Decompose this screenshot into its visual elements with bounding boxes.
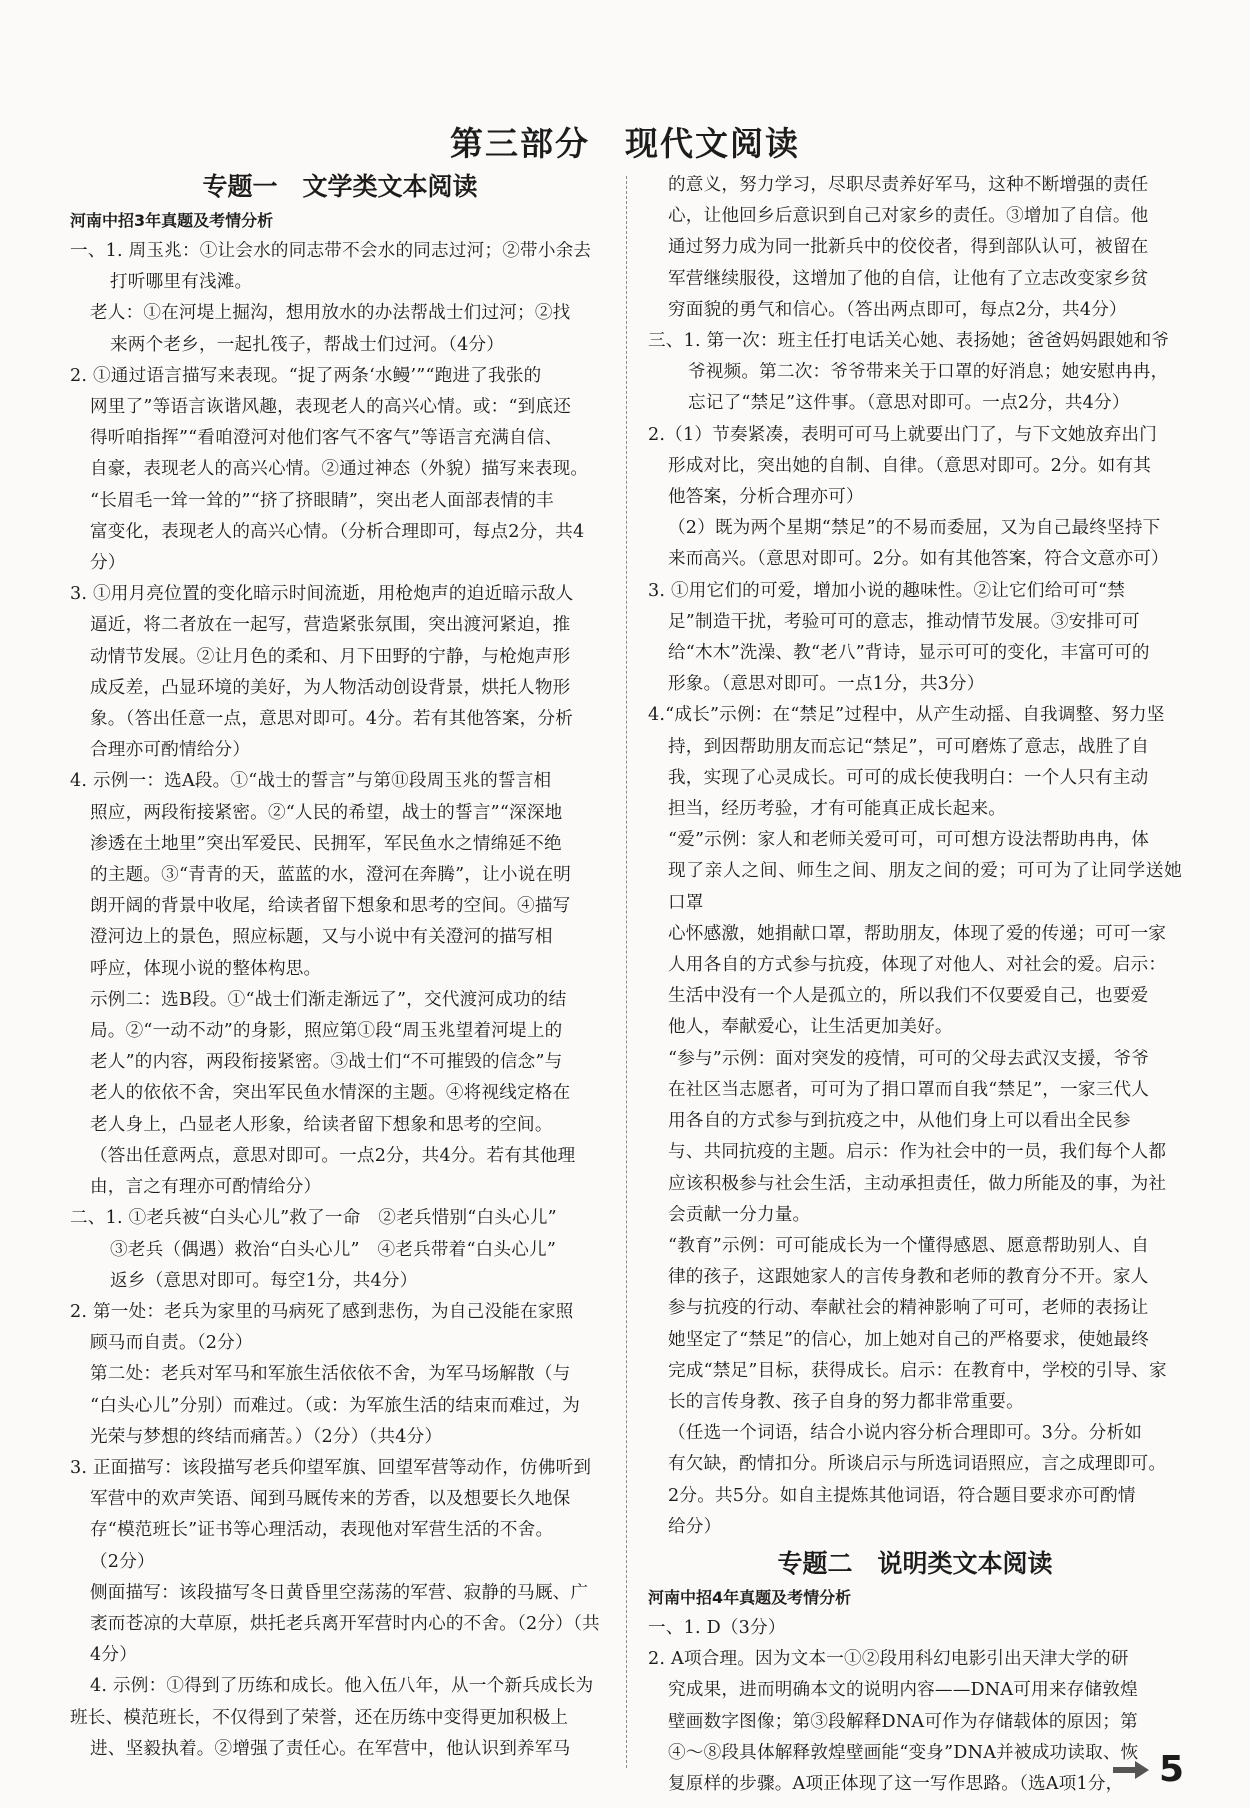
text-line: 军营继续服役，这增加了他的自信，让他有了立志改变家乡贫 xyxy=(668,268,1149,289)
text-line: 老人”的内容，两段衔接紧密。③战士们“不可摧毁的信念”与 xyxy=(90,1052,563,1073)
text-line: 他答案，分析合理亦可） xyxy=(668,487,864,508)
text-line: 自豪，表现老人的高兴心情。②通过神态（外貌）描写来表现。 xyxy=(90,459,589,480)
text-line: 给“木木”洗澡、教“老八”背诗，显示可可的变化，丰富可可的 xyxy=(668,643,1150,664)
text-line: 渗透在土地里”突出军爱民、民拥军，军民鱼水之情绵延不绝 xyxy=(90,833,562,854)
text-line: 逼近，将二者放在一起写，营造紧张氛围，突出渡河紧迫，推 xyxy=(90,615,571,636)
text-line: 穷面貌的勇气和信心。（答出两点即可，每点2分，共4分） xyxy=(668,299,1127,320)
text-line: 通过努力成为同一批新兵中的佼佼者，得到部队认可，被留在 xyxy=(668,237,1149,258)
text-line: （2）既为两个星期“禁足”的不易而委屈，又为自己最终坚持下 xyxy=(668,518,1161,539)
text-line: 人用各自的方式参与抗疫，体现了对他人、对社会的爱。启示： xyxy=(668,955,1167,976)
left-column xyxy=(70,168,610,1765)
text-line: （2分） xyxy=(90,1551,155,1572)
text-line: ③老兵（偶遇）救治“白头心儿” ④老兵带着“白头心儿” xyxy=(110,1239,557,1260)
text-line: 会贡献一分力量。 xyxy=(668,1204,811,1225)
text-line: 袤而苍凉的大草原，烘托老兵离开军营时内心的不舍。（2分）（共 xyxy=(90,1613,600,1634)
text-line: 由，言之有理亦可酌情给分） xyxy=(90,1177,322,1198)
text-line: 三、1. 第一次：班主任打电话关心她、表扬她；爸爸妈妈跟她和爷 xyxy=(648,331,1170,352)
text-line: 4. 示例：①得到了历练和成长。他入伍八年，从一个新兵成长为 xyxy=(90,1676,594,1697)
text-line: 老人：①在河堤上掘沟，想用放水的办法帮战士们过河；②找 xyxy=(90,303,571,324)
text-line: “教育”示例：可可能成长为一个懂得感恩、愿意帮助别人、自 xyxy=(668,1235,1150,1256)
text-line: 的主题。③“青青的天，蓝蓝的水，澄河在奔腾”，让小说在明 xyxy=(90,865,572,886)
text-line: 长的言传身教、孩子自身的努力都非常重要。 xyxy=(668,1391,1024,1412)
text-line: 成反差，凸显环境的美好，为人物活动创设背景，烘托人物形 xyxy=(90,677,571,698)
text-line: 形成对比，突出她的自制、自律。（意思对即可。2分。如有其 xyxy=(668,455,1152,476)
text-line: 4. 示例一：选A段。①“战士的誓言”与第⑪段周玉兆的誓言相 xyxy=(70,771,552,792)
text-line: 局。②“一动不动”的身影，照应第①段“周玉兆望着河堤上的 xyxy=(90,1021,563,1042)
text-line: 进、坚毅执着。②增强了责任心。在军营中，他认识到养军马 xyxy=(90,1738,571,1759)
text-line: 3. ①用月亮位置的变化暗示时间流逝，用枪炮声的迫近暗示敌人 xyxy=(70,584,574,605)
answer-lines xyxy=(70,236,610,1765)
text-line: 第二处：老兵对军马和军旅生活依依不舍，为军马场解散（与 xyxy=(90,1364,571,1385)
text-line: 他人，奉献爱心，让生活更加美好。 xyxy=(668,1017,953,1038)
text-line: 澄河边上的景色，照应标题，又与小说中有关澄河的描写相 xyxy=(90,927,553,948)
text-line: （任选一个词语，结合小说内容分析合理即可。3分。分析如 xyxy=(668,1423,1143,1444)
text-line: ④～⑧段具体解释敦煌壁画能“变身”DNA并被成功读取、恢 xyxy=(668,1742,1139,1763)
text-line: 存“模范班长”证书等心理活动，表现他对军营生活的不舍。 xyxy=(90,1520,554,1541)
text-line: 形象。（意思对即可。一点1分，共3分） xyxy=(668,674,985,695)
answer-lines xyxy=(648,170,1182,1543)
text-line: 分） xyxy=(90,553,126,574)
text-line: 究成果，进而明确本文的说明内容——DNA可用来存储敦煌 xyxy=(668,1680,1138,1701)
text-line: 二、1. ①老兵被“白头心儿”救了一命 ②老兵惜别“白头心儿” xyxy=(70,1208,557,1229)
text-line: 忘记了“禁足”这件事。（意思对即可。一点2分，共4分） xyxy=(688,393,1130,414)
text-line: 顾马而自责。（2分） xyxy=(90,1333,253,1354)
subsection-title-exam-analysis: 河南中招3年真题及考情分析 xyxy=(70,211,274,230)
text-line: 老人的依依不舍，突出军民鱼水情深的主题。④将视线定格在 xyxy=(90,1083,571,1104)
text-line: 呼应，体现小说的整体构思。 xyxy=(90,958,322,979)
text-line: 4.“成长”示例：在“禁足”过程中，从产生动摇、自我调整、努力坚 xyxy=(648,705,1165,726)
text-line: 参与抗疫的行动、奉献社会的精神影响了可可，老师的表扬让 xyxy=(668,1298,1149,1319)
text-line: 一、1. D（3分） xyxy=(648,1617,786,1638)
text-line: （答出任意两点，意思对即可。一点2分，共4分。若有其他理 xyxy=(90,1145,576,1166)
text-line: 网里了”等语言诙谐风趣，表现老人的高兴心情。或：“到底还 xyxy=(90,397,572,418)
text-line: 我，实现了心灵成长。可可的成长使我明白：一个人只有主动 xyxy=(668,767,1149,788)
text-line: 给分） xyxy=(668,1516,722,1537)
column-divider xyxy=(626,176,627,1768)
text-line: “长眉毛一耸一耸的”“挤了挤眼睛”，突出老人面部表情的丰 xyxy=(90,490,554,511)
text-line: 现了亲人之间、师生之间、朋友之间的爱；可可为了让同学送她口罩 xyxy=(668,861,1182,913)
text-line: 心怀感激，她捐献口罩，帮助朋友，体现了爱的传递；可可一家 xyxy=(668,923,1167,944)
page-title: 第三部分 现代文阅读 xyxy=(450,124,800,163)
text-line: 打听哪里有浅滩。 xyxy=(110,272,253,293)
arrow-right-icon xyxy=(1111,1759,1151,1781)
text-line: 来而高兴。（意思对即可。2分。如有其他答案，符合文意亦可） xyxy=(668,549,1169,570)
text-line: 合理亦可酌情给分） xyxy=(90,740,251,761)
text-line: 有欠缺，酌情扣分。所谈启示与所选词语照应，言之成理即可。 xyxy=(668,1454,1167,1475)
text-line: 与、共同抗疫的主题。启示：作为社会中的一员，我们每个人都 xyxy=(668,1142,1167,1163)
text-line: 2分。共5分。如自主提炼其他词语，符合题目要求亦可酌情 xyxy=(668,1485,1136,1506)
answer-lines xyxy=(648,1613,1182,1800)
page-footer xyxy=(1111,1750,1184,1790)
text-line: 动情节发展。②让月色的柔和、月下田野的宁静，与枪炮声形 xyxy=(90,646,571,667)
text-line: 应该积极参与社会生活，主动承担责任，做力所能及的事，为社 xyxy=(668,1173,1167,1194)
text-line: 壁画数字图像；第③段解释DNA可作为存储载体的原因；第 xyxy=(668,1711,1138,1732)
page-number: 5 xyxy=(1158,1749,1184,1790)
text-line: 用各自的方式参与到抗疫之中，从他们身上可以看出全民参 xyxy=(668,1111,1131,1132)
text-line: 军营中的欢声笑语、闻到马厩传来的芳香，以及想要长久地保 xyxy=(90,1489,571,1510)
text-line: 心，让他回乡后意识到自己对家乡的责任。③增加了自信。他 xyxy=(668,206,1149,227)
text-line: 2. 第一处：老兵为家里的马病死了感到悲伤，为自己没能在家照 xyxy=(70,1301,574,1322)
text-line: 光荣与梦想的终结而痛苦。）（2分）（共4分） xyxy=(90,1426,443,1447)
text-line: “参与”示例：面对突发的疫情，可可的父母去武汉支援，爷爷 xyxy=(668,1048,1150,1069)
text-line: 的意义，努力学习，尽职尽责养好军马，这种不断增强的责任 xyxy=(668,175,1149,195)
text-line: 返乡（意思对即可。每空1分，共4分） xyxy=(110,1270,418,1291)
text-line: 照应，两段衔接紧密。②“人民的希望，战士的誓言”“深深地 xyxy=(90,802,563,823)
text-line: 示例二：选B段。①“战士们渐走渐远了”，交代渡河成功的结 xyxy=(90,989,567,1010)
text-line: 完成“禁足”目标，获得成长。启示：在教育中，学校的引导、家 xyxy=(668,1360,1167,1381)
text-line: 4分） xyxy=(90,1645,137,1666)
text-line: 复原样的步骤。A项正体现了这一写作思路。（选A项1分， xyxy=(668,1773,1124,1794)
text-line: 持，到因帮助朋友而忘记“禁足”，可可磨炼了意志，战胜了自 xyxy=(668,736,1150,757)
text-line: 侧面描写：该段描写冬日黄昏里空荡荡的军营、寂静的马厩、广 xyxy=(90,1582,589,1603)
text-line: 富变化，表现老人的高兴心情。（分析合理即可，每点2分，共4 xyxy=(90,521,585,542)
text-line: 在社区当志愿者，可可为了捐口罩而自我“禁足”，一家三代人 xyxy=(668,1079,1150,1100)
text-line: 得听咱指挥”“看咱澄河对他们客气不客气”等语言充满自信、 xyxy=(90,428,563,449)
text-line: 来两个老乡，一起扎筏子，帮战士们过河。（4分） xyxy=(110,334,505,355)
text-line: 老人身上，凸显老人形象，给读者留下想象和思考的空间。 xyxy=(90,1114,553,1135)
text-line: 担当，经历考验，才有可能真正成长起来。 xyxy=(668,799,1007,820)
right-column xyxy=(648,170,1182,1800)
text-line: 班长、模范班长，不仅得到了荣誉，还在历练中变得更加积极上 xyxy=(70,1707,569,1728)
section-title-expository: 专题二 说明类文本阅读 xyxy=(777,1548,1053,1578)
subsection-title-exam-analysis: 河南中招4年真题及考情分析 xyxy=(648,1587,852,1607)
text-line: 律的孩子，这跟她家人的言传身教和老师的教育分不开。家人 xyxy=(668,1267,1149,1288)
text-line: “爱”示例：家人和老师关爱可可，可可想方设法帮助冉冉，体 xyxy=(668,830,1150,851)
text-line: 2.（1）节奏紧凑，表明可可马上就要出门了，与下文她放弃出门 xyxy=(648,424,1158,445)
text-line: 3. ①用它们的可爱，增加小说的趣味性。②让它们给可可“禁 xyxy=(648,580,1126,601)
text-line: 朗开阔的背景中收尾，给读者留下想象和思考的空间。④描写 xyxy=(90,896,571,917)
text-line: 3. 正面描写：该段描写老兵仰望军旗、回望军营等动作，仿佛听到 xyxy=(70,1457,592,1478)
text-line: “白头心儿”分别）而难过。（或：为军旅生活的结束而难过，为 xyxy=(90,1395,581,1416)
text-line: 象。（答出任意一点，意思对即可。4分。若有其他答案，分析 xyxy=(90,709,574,730)
text-line: 她坚定了“禁足”的信心，加上她对自己的严格要求，使她最终 xyxy=(668,1329,1150,1350)
text-line: 足”制造干扰，考验可可的意志，推动情节发展。③安排可可 xyxy=(668,611,1140,632)
text-line: 一、1. 周玉兆：①让会水的同志带不会水的同志过河；②带小余去 xyxy=(70,241,592,261)
text-line: 生活中没有一个人是孤立的，所以我们不仅要爱自己，也要爱 xyxy=(668,986,1149,1007)
text-line: 2. ①通过语言描写来表现。“捉了两条‘水鳗’”“跑进了我张的 xyxy=(70,365,542,386)
text-line: 爷视频。第二次：爷爷带来关于口罩的好消息；她安慰冉冉， xyxy=(688,362,1169,383)
section-title-literary: 专题一 文学类文本阅读 xyxy=(202,172,478,201)
text-line: 2. A项合理。因为文本一①②段用科幻电影引出天津大学的研 xyxy=(648,1649,1129,1670)
